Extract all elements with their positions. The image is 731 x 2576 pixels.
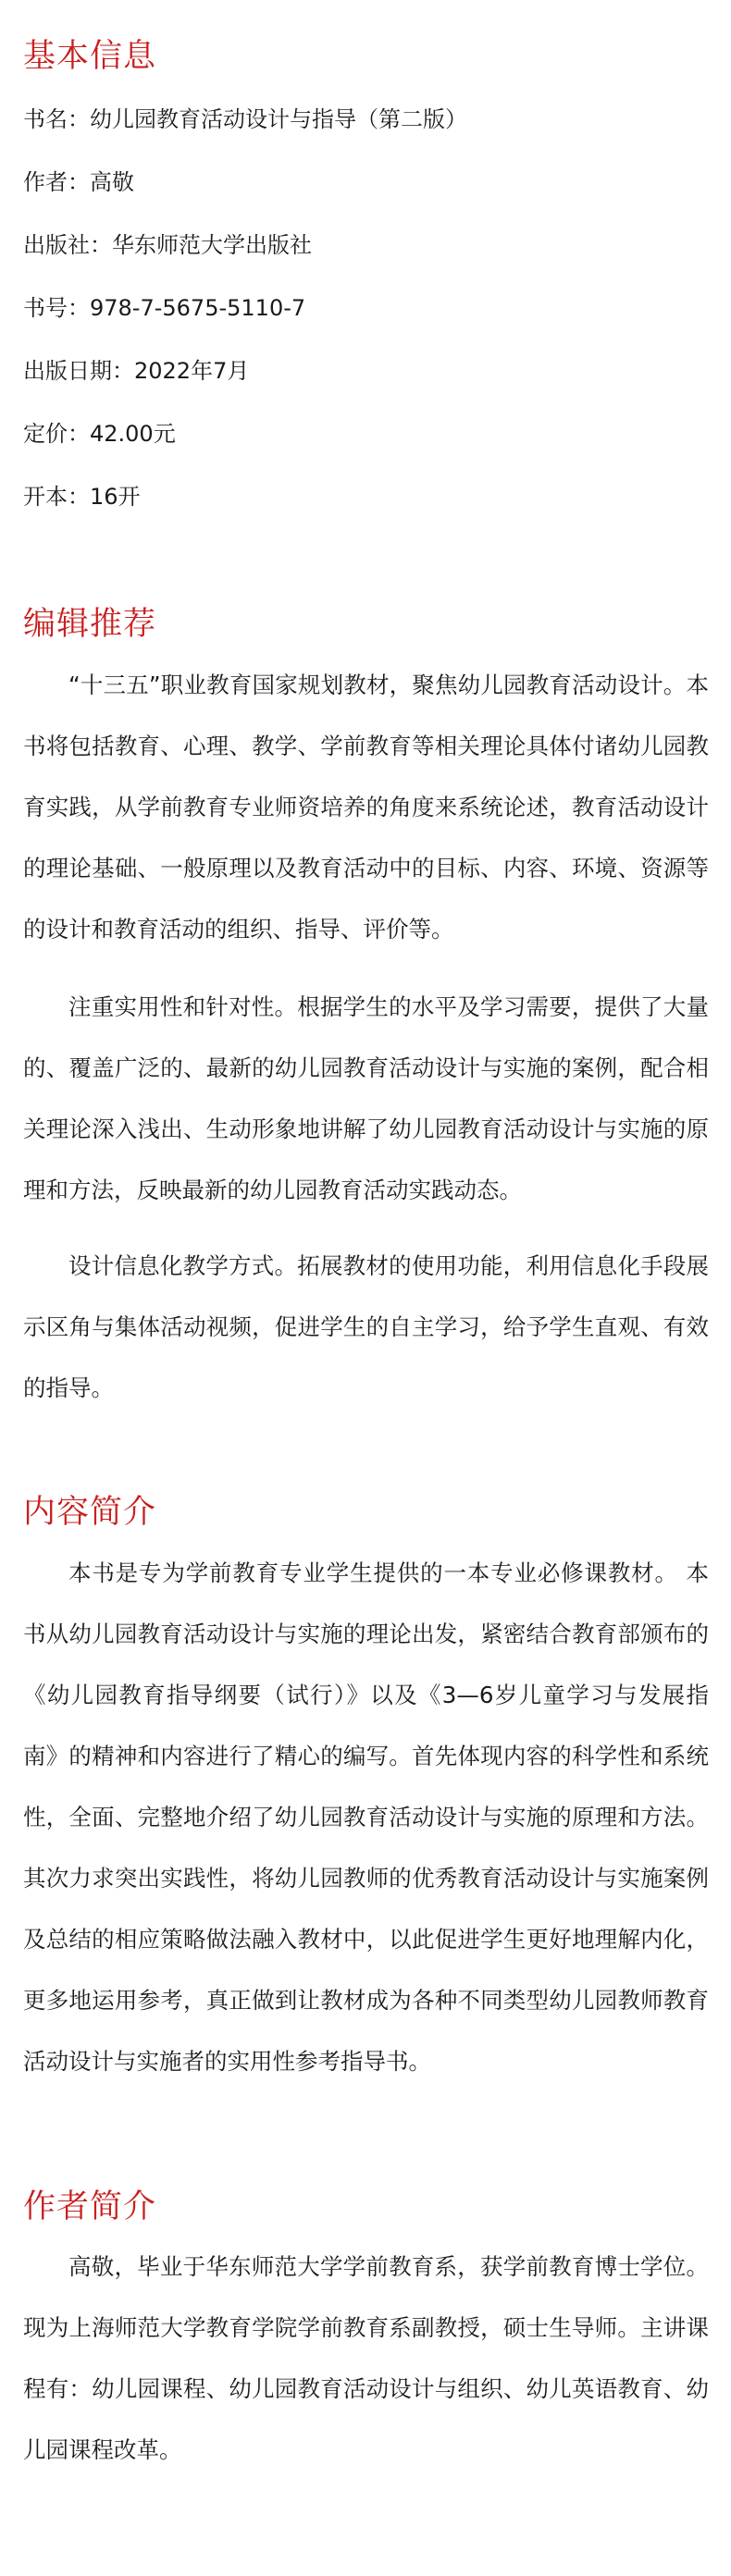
author-intro-paragraph-1: 高敬，毕业于华东师范大学学前教育系，获学前教育博士学位。现为上海师范大学教育学院学前教育系副教授，硕士生导师。主讲课程有：幼儿园课程、幼儿园教育活动设计与组织、幼儿英语教育、幼儿园课程改革。: [23, 2253, 709, 2463]
section-title-editor-recommend: 编辑推荐: [23, 606, 157, 643]
editor-recommend-paragraph-3: 设计信息化教学方式。拓展教材的使用功能，利用信息化手段展示区角与集体活动视频，促进学生的自主学习，给予学生直观、有效的指导。: [23, 1252, 709, 1401]
content-intro-paragraph-1: 本书是专为学前教育专业学生提供的一本专业必修课教材。 本书从幼儿园教育活动设计与实施的理论出发，紧密结合教育部颁布的《幼儿园教育指导纲要（试行）》以及《3—6岁儿童学习与发展指南》的精神和内容进行了精心的编写。首先体现内容的科学性和系统性，全面、完整地介绍了幼儿园教育活动设计与实施的原理和方法。其次力求突出实践性，将幼儿园教师的优秀教育活动设计与实施案例及总结的相应策略做法融入教材中，以此促进学生更好地理解内化，更多地运用参考，真正做到让教材成为各种不同类型幼儿园教师教育活动设计与实施者的实用性参考指导书。: [23, 1559, 709, 2075]
price-line: 定价：42.00元: [23, 421, 176, 447]
editor-recommend-paragraph-1: “十三五”职业教育国家规划教材，聚焦幼儿园教育活动设计。本书将包括教育、心理、教学、学前教育等相关理论具体付诸幼儿园教育实践，从学前教育专业师资培养的角度来系统论述，教育活动设计的理论基础、一般原理以及教育活动中的目标、内容、环境、资源等的设计和教育活动的组织、指导、评价等。: [23, 672, 709, 943]
isbn-line: 书号：978-7-5675-5110-7: [23, 295, 306, 321]
publisher-line: 出版社：华东师范大学出版社: [23, 232, 312, 258]
editor-recommend-paragraph-2: 注重实用性和针对性。根据学生的水平及学习需要，提供了大量的、覆盖广泛的、最新的幼儿园教育活动设计与实施的案例，配合相关理论深入浅出、生动形象地讲解了幼儿园教育活动设计与实施的原理和方法，反映最新的幼儿园教育活动实践动态。: [23, 993, 709, 1203]
section-title-author-intro: 作者简介: [23, 2188, 157, 2225]
section-title-content-intro: 内容简介: [23, 1494, 157, 1531]
pub-date-line: 出版日期：2022年7月: [23, 358, 250, 384]
book-name-line: 书名：幼儿园教育活动设计与指导（第二版）: [23, 106, 467, 132]
format-line: 开本：16开: [23, 484, 141, 510]
section-title-basic-info: 基本信息: [23, 38, 157, 75]
author-line: 作者：高敬: [23, 169, 134, 195]
